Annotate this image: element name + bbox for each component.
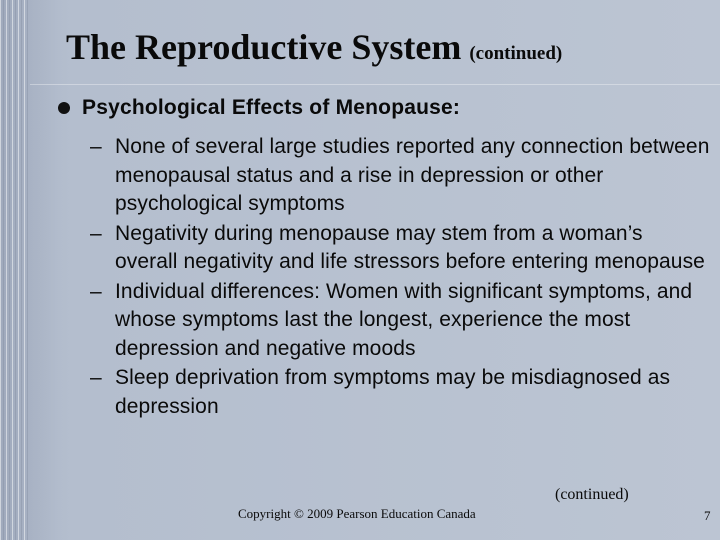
subitem-text: Individual differences: Women with significant symptoms, and whose symptoms last the longest, experience the most depression and negative moods bbox=[115, 279, 693, 360]
subitem bbox=[90, 278, 710, 364]
subitem-text: Sleep deprivation from symptoms may be misdiagnosed as depression bbox=[115, 366, 671, 418]
dash-marker: – bbox=[90, 221, 102, 245]
dash-marker: – bbox=[90, 279, 102, 303]
title-divider bbox=[30, 84, 720, 85]
subitem bbox=[90, 220, 710, 277]
slide-title bbox=[66, 26, 562, 68]
subitem bbox=[90, 364, 710, 421]
copyright-text: Copyright © 2009 Pearson Education Canada bbox=[238, 506, 476, 521]
subitem bbox=[90, 133, 710, 219]
bullet-item bbox=[58, 96, 460, 120]
dash-marker: – bbox=[90, 135, 102, 158]
bullet-dot-icon bbox=[58, 102, 70, 114]
slide-title-suffix: (continued) bbox=[469, 43, 563, 64]
subitem-text: None of several large studies reported any connection between menopausal status and a rise in depression or other psychological symptoms bbox=[115, 135, 710, 215]
continued-note: (continued) bbox=[555, 486, 629, 503]
bullet-heading: Psychological Effects of Menopause: bbox=[82, 96, 461, 119]
edge-stripes-decoration bbox=[0, 0, 30, 540]
slide-title-main: The Reproductive System bbox=[66, 27, 462, 67]
page-number: 7 bbox=[704, 508, 711, 523]
subitem-list bbox=[90, 133, 710, 422]
subitem-text: Negativity during menopause may stem from a woman’s overall negativity and life stressors before entering menopause bbox=[115, 221, 705, 273]
dash-marker: – bbox=[90, 366, 102, 389]
